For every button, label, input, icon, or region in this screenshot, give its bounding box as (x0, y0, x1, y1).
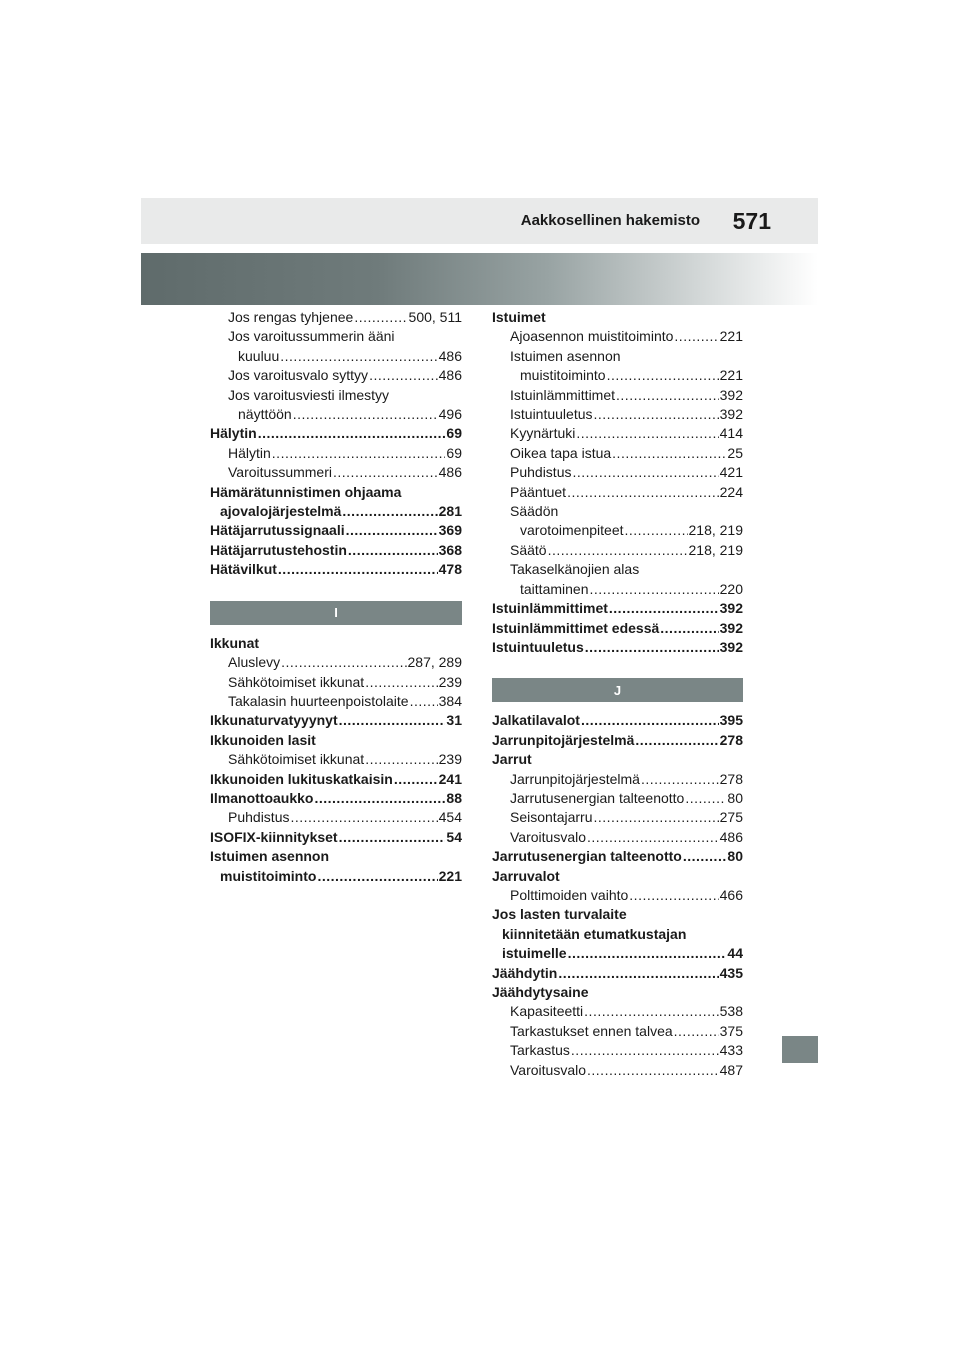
index-entry: Sähkötoimiset ikkunat ..... 239 (210, 673, 462, 692)
index-entry: Takalasin huurteenpoistolaite ..... 384 (210, 692, 462, 711)
index-entry: Istuimet (492, 309, 546, 325)
index-entry: Hätävilkut ..... 478 (210, 560, 462, 579)
index-entry: Jarrutusenergian talteenotto ..... 80 (492, 789, 743, 808)
index-entry: istuimelle ..... 44 (492, 944, 743, 963)
index-entry: Istuintuuletus ..... 392 (492, 405, 743, 424)
index-entry: Jarrutusenergian talteenotto ..... 80 (492, 847, 743, 866)
index-entry: Hätäjarrutustehostin ..... 368 (210, 541, 462, 560)
index-entry: Istuinlämmittimet ..... 392 (492, 599, 743, 618)
index-entry: Hälytin ..... 69 (210, 424, 462, 443)
index-entry: Jos rengas tyhjenee ..... 500, 511 (210, 308, 462, 327)
index-entry: Istuintuuletus ..... 392 (492, 638, 743, 657)
index-entry: Puhdistus ..... 454 (210, 808, 462, 827)
index-entry: Jos lasten turvalaite (492, 906, 627, 923)
index-entry: Hätäjarrutussignaali ..... 369 (210, 521, 462, 540)
index-entry: Säätö ..... 218, 219 (492, 541, 743, 560)
index-entry: Tarkastukset ennen talvea ..... 375 (492, 1022, 743, 1041)
index-entry: Seisontajarru ..... 275 (492, 808, 743, 827)
index-entry: muistitoiminto ..... 221 (210, 867, 462, 886)
index-entry: kuuluu ..... 486 (210, 347, 462, 366)
index-entry: näyttöön ..... 496 (210, 405, 462, 424)
index-entry: Ikkunoiden lukituskatkaisin ..... 241 (210, 770, 462, 789)
index-entry: Pääntuet ..... 224 (492, 483, 743, 502)
index-entry: Ikkunoiden lasit (210, 731, 316, 748)
index-entry: Oikea tapa istua ..... 25 (492, 444, 743, 463)
index-entry: Jarrunpitojärjestelmä ..... 278 (492, 731, 743, 750)
index-entry: Sähkötoimiset ikkunat ..... 239 (210, 750, 462, 769)
index-entry: Kapasiteetti ..... 538 (492, 1002, 743, 1021)
index-entry: ajovalojärjestelmä ..... 281 (210, 502, 462, 521)
index-entry: ISOFIX-kiinnitykset ..... 54 (210, 828, 462, 847)
index-entry: Varoitusvalo ..... 487 (492, 1061, 743, 1080)
index-entry: Varoitusvalo ..... 486 (492, 828, 743, 847)
index-entry: Säädön (510, 503, 559, 520)
index-entry: Kyynärtuki ..... 414 (492, 424, 743, 443)
index-entry: Jos varoitusvalo syttyy ..... 486 (210, 366, 462, 385)
page-number: 571 (732, 208, 771, 234)
section-header-j: J (492, 678, 743, 702)
index-entry: taittaminen ..... 220 (492, 580, 743, 599)
index-entry: Hälytin ..... 69 (210, 444, 462, 463)
index-entry: Jarrunpitojärjestelmä ..... 278 (492, 770, 743, 789)
index-entry: muistitoiminto ..... 221 (492, 366, 743, 385)
index-entry: Ajoasennon muistitoiminto ..... 221 (492, 327, 743, 346)
index-entry: Puhdistus ..... 421 (492, 463, 743, 482)
index-entry: Ikkunaturvatyyynyt ..... 31 (210, 711, 462, 730)
index-entry: Polttimoiden vaihto ..... 466 (492, 886, 743, 905)
index-entry: Jos varoitusviesti ilmestyy (228, 386, 390, 403)
index-entry: Ilmanottoaukko ..... 88 (210, 789, 462, 808)
index-entry: Takaselkänojien alas (510, 561, 640, 578)
index-entry: Jarrut (492, 751, 532, 768)
index-entry: Varoitussummeri ..... 486 (210, 463, 462, 482)
index-column-left (210, 308, 462, 886)
index-entry: Hämärätunnistimen ohjaama (210, 483, 402, 500)
index-entry: Istuimen asennon (210, 848, 330, 865)
page-header (141, 198, 818, 244)
index-entry: Jos varoitussummerin ääni (228, 328, 395, 345)
chapter-thumb-tab (782, 1036, 818, 1063)
index-entry: Istuimen asennon (510, 347, 621, 364)
index-entry: varotoimenpiteet ..... 218, 219 (492, 521, 743, 540)
header-gradient-band (141, 253, 818, 305)
index-entry: Aluslevy ..... 287, 289 (210, 653, 462, 672)
section-header-i: I (210, 601, 462, 625)
index-entry: Jäähdytysaine (492, 984, 589, 1000)
page-title: Aakkosellinen hakemisto (520, 212, 700, 229)
index-entry: Jalkatilavalot ..... 395 (492, 711, 743, 730)
index-entry: Istuinlämmittimet ..... 392 (492, 386, 743, 405)
index-entry: Jarruvalot (492, 867, 560, 884)
index-entry: Tarkastus ..... 433 (492, 1041, 743, 1060)
index-column-right (492, 308, 743, 1080)
index-entry: Jäähdytin ..... 435 (492, 964, 743, 983)
index-entry: Ikkunat (210, 634, 260, 651)
index-entry: Istuinlämmittimet edessä ..... 392 (492, 619, 743, 638)
index-entry: kiinnitetään etumatkustajan (502, 925, 687, 942)
